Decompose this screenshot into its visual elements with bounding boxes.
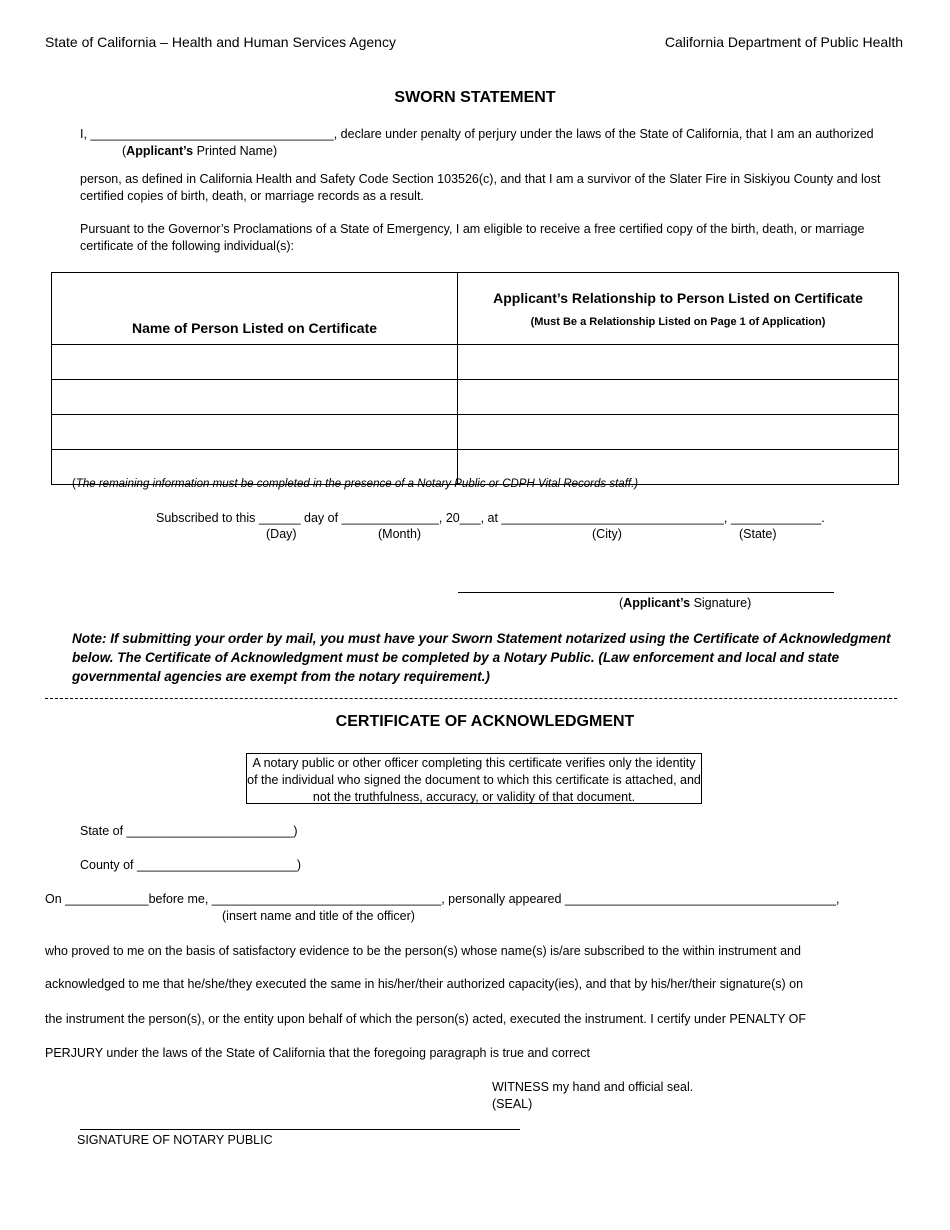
notary-instruction: (The remaining information must be completed in the presence of a Notary Public or CDPH Vital Records staff.): [72, 478, 639, 490]
notary-disclaimer-box: A notary public or other officer completing this certificate verifies only the identity of the individual who signed the document to which this certificate is attached, and not the truthfulness, accuracy, or validity of that document.: [246, 753, 702, 804]
applicant-signature-line[interactable]: [458, 592, 834, 593]
state-of-field: State of ________________________): [80, 824, 298, 838]
relationship-cell[interactable]: [458, 415, 899, 450]
relationship-cell[interactable]: [458, 380, 899, 415]
witness-text: WITNESS my hand and official seal.: [492, 1080, 694, 1094]
page-title: SWORN STATEMENT: [394, 89, 556, 106]
relationship-header-title: Applicant’s Relationship to Person Listed on Certificate: [493, 289, 863, 306]
notary-signature-line[interactable]: [80, 1129, 520, 1130]
declaration-line: I, ___________________________________, declare under penalty of perjury under the laws of the State of California, that I am an authorized: [80, 127, 874, 141]
acknowledgment-text-line: who proved to me on the basis of satisfactory evidence to be the person(s) whose name(s) is/are subscribed to the within instrument and: [45, 944, 801, 958]
name-cell[interactable]: [52, 345, 458, 380]
acknowledgment-text-line: PERJURY under the laws of the State of California that the foregoing paragraph is true and correct: [45, 1046, 590, 1060]
table-row: [52, 380, 899, 415]
applicant-signature-caption: (Applicant’s Signature): [619, 596, 752, 610]
printed-name-caption: (Applicant’s Printed Name): [122, 144, 278, 158]
eligibility-paragraph: Pursuant to the Governor’s Proclamations of a State of Emergency, I am eligible to receive a free certified copy of the birth, death, or marriage certificate of the following individual(s):: [80, 222, 865, 253]
table-row: [52, 345, 899, 380]
before-me-line: On ____________before me, _________________________________, personally appeared _______________________________________,: [45, 892, 840, 906]
acknowledgment-text-line: the instrument the person(s), or the entity upon behalf of which the person(s) acted, executed the instrument. I certify under PENALTY OF: [45, 1012, 807, 1026]
table-row: [52, 415, 899, 450]
acknowledgment-text-line: acknowledged to me that he/she/they executed the same in his/her/their authorized capacity(ies), and that by his/her/their signature(s) on: [45, 977, 804, 991]
county-of-field: County of _______________________): [80, 858, 302, 872]
relationship-cell[interactable]: [458, 345, 899, 380]
name-column-header: Name of Person Listed on Certificate: [52, 273, 458, 345]
acknowledgment-title: CERTIFICATE OF ACKNOWLEDGMENT: [335, 713, 635, 730]
subscribed-line: Subscribed to this ______ day of ______________, 20___, at ________________________________, _____________.: [156, 511, 825, 525]
notary-signature-caption: SIGNATURE OF NOTARY PUBLIC: [77, 1133, 273, 1147]
certificate-table: [51, 272, 899, 485]
name-cell[interactable]: [52, 380, 458, 415]
authorized-person-paragraph: person, as defined in California Health and Safety Code Section 103526(c), and that I am a survivor of the Slater Fire in Siskiyou County and lost certified copies of birth, death, or marriage records as a result.: [80, 172, 881, 203]
seal-text: (SEAL): [492, 1097, 533, 1111]
notarization-note: Note: If submitting your order by mail, you must have your Sworn Statement notarized using the Certificate of Acknowledgment below. The Certificate of Acknowledgment must be completed by a Notary Public. (Law enforcement and local and state governmental agencies are exempt from the notary requirement.): [72, 631, 891, 684]
month-caption: (Month): [378, 527, 422, 541]
state-caption: (State): [739, 527, 777, 541]
name-cell[interactable]: [52, 415, 458, 450]
officer-caption: (insert name and title of the officer): [222, 909, 415, 923]
cut-line-divider: [45, 698, 897, 699]
city-caption: (City): [592, 527, 622, 541]
header-agency: State of California – Health and Human Services Agency: [45, 34, 396, 50]
relationship-header-note: (Must Be a Relationship Listed on Page 1 of Application): [530, 315, 826, 328]
header-department: California Department of Public Health: [664, 34, 903, 50]
relationship-column-header: [458, 273, 899, 345]
day-caption: (Day): [266, 527, 297, 541]
